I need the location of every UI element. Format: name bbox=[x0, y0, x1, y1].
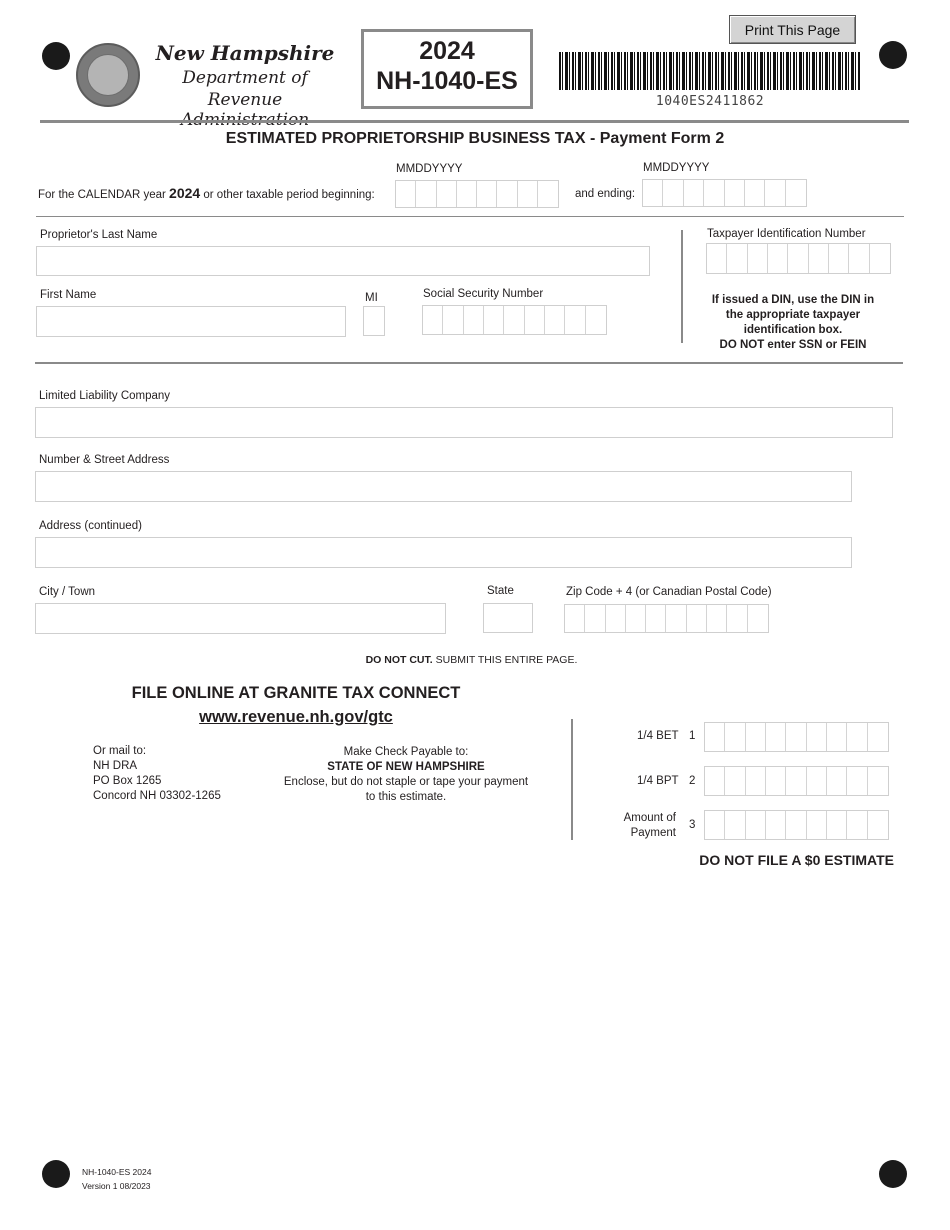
end-date-input[interactable] bbox=[642, 179, 807, 207]
bpt-label: 1/4 BPT bbox=[637, 775, 679, 787]
ssn-input[interactable] bbox=[422, 305, 607, 335]
mail-line-1: Or mail to: bbox=[93, 745, 147, 757]
middle-initial-input[interactable] bbox=[363, 306, 385, 336]
begin-date-input[interactable] bbox=[395, 180, 559, 208]
registration-mark-top-left bbox=[42, 42, 70, 70]
form-title: ESTIMATED PROPRIETORSHIP BUSINESS TAX - Payment Form 2 bbox=[225, 130, 725, 147]
mi-label: MI bbox=[365, 292, 378, 304]
din-note-line-1: If issued a DIN, use the DIN in bbox=[711, 294, 875, 306]
check-line-1: Make Check Payable to: bbox=[343, 746, 469, 758]
period-label bbox=[38, 185, 375, 201]
footer-info bbox=[82, 1165, 151, 1193]
line-3-number: 3 bbox=[689, 819, 696, 831]
do-not-cut-rest: SUBMIT THIS ENTIRE PAGE. bbox=[435, 654, 578, 666]
dept-name: New Hampshire bbox=[155, 41, 335, 65]
registration-mark-bottom-right bbox=[879, 1160, 907, 1188]
tin-input[interactable] bbox=[706, 243, 891, 274]
payment-divider bbox=[571, 719, 573, 840]
state-input[interactable] bbox=[483, 603, 533, 633]
registration-mark-top-right bbox=[879, 41, 907, 69]
ending-label: and ending: bbox=[575, 188, 636, 200]
footer-version: Version 1 08/2023 bbox=[82, 1181, 151, 1191]
form-id-box bbox=[361, 29, 533, 109]
footer-form-id: NH-1040-ES 2024 bbox=[82, 1167, 152, 1177]
barcode bbox=[559, 52, 861, 90]
payment-amount-label bbox=[606, 811, 676, 841]
do-not-cut-bold: DO NOT CUT. bbox=[365, 654, 433, 666]
din-note-line-4: DO NOT enter SSN or FEIN bbox=[719, 339, 867, 351]
state-seal-icon bbox=[76, 43, 140, 107]
din-note-line-2: the appropriate taxpayer bbox=[725, 309, 861, 321]
last-name-input[interactable] bbox=[36, 246, 650, 276]
zero-estimate-warning: DO NOT FILE A $0 ESTIMATE bbox=[699, 852, 894, 868]
mail-line-3: PO Box 1265 bbox=[93, 775, 162, 787]
period-suffix: or other taxable period beginning: bbox=[203, 189, 375, 201]
bpt-amount-input[interactable] bbox=[704, 766, 889, 796]
last-name-label: Proprietor's Last Name bbox=[40, 229, 158, 241]
gtc-link[interactable]: www.revenue.nh.gov/gtc bbox=[199, 708, 393, 726]
llc-label: Limited Liability Company bbox=[39, 390, 171, 402]
address-continued-input[interactable] bbox=[35, 537, 852, 568]
form-number: NH-1040-ES bbox=[376, 67, 518, 95]
begin-date-format: MMDDYYYY bbox=[396, 163, 463, 175]
file-online-heading: FILE ONLINE AT GRANITE TAX CONNECT bbox=[131, 684, 461, 702]
street-label: Number & Street Address bbox=[39, 454, 170, 466]
check-payee: STATE OF NEW HAMPSHIRE bbox=[327, 761, 485, 773]
zip-label: Zip Code + 4 (or Canadian Postal Code) bbox=[566, 586, 772, 598]
barcode-text: 1040ES2411862 bbox=[655, 94, 765, 109]
mail-line-2: NH DRA bbox=[93, 760, 138, 772]
din-note bbox=[690, 293, 896, 353]
zip-input[interactable] bbox=[564, 604, 769, 633]
street-address-input[interactable] bbox=[35, 471, 852, 502]
address-continued-label: Address (continued) bbox=[39, 520, 142, 532]
city-label: City / Town bbox=[39, 586, 96, 598]
tin-divider bbox=[681, 230, 683, 343]
tin-label: Taxpayer Identification Number bbox=[707, 228, 866, 240]
registration-mark-bottom-left bbox=[42, 1160, 70, 1188]
line-1-number: 1 bbox=[689, 730, 696, 742]
print-page-button[interactable]: Print This Page bbox=[729, 15, 856, 44]
llc-input[interactable] bbox=[35, 407, 893, 438]
payment-label-line-1: Amount of bbox=[623, 812, 676, 824]
city-input[interactable] bbox=[35, 603, 446, 634]
ssn-label: Social Security Number bbox=[423, 288, 544, 300]
form-year: 2024 bbox=[419, 37, 475, 65]
period-year: 2024 bbox=[169, 185, 201, 201]
first-name-input[interactable] bbox=[36, 306, 346, 337]
period-prefix: For the CALENDAR year bbox=[38, 189, 166, 201]
line-2-number: 2 bbox=[689, 775, 696, 787]
do-not-cut-notice bbox=[0, 654, 943, 666]
state-label: State bbox=[487, 585, 514, 597]
payment-label-line-2: Payment bbox=[630, 827, 676, 839]
mail-line-4: Concord NH 03302-1265 bbox=[93, 790, 221, 802]
header-divider bbox=[40, 120, 909, 123]
dept-subtitle-2: Revenue Administration bbox=[180, 90, 310, 130]
bet-label: 1/4 BET bbox=[637, 730, 679, 742]
first-name-label: First Name bbox=[40, 289, 97, 301]
check-instructions bbox=[266, 745, 546, 805]
name-section-divider bbox=[35, 362, 903, 364]
mail-address bbox=[93, 744, 221, 804]
din-note-line-3: identification box. bbox=[743, 324, 843, 336]
dept-subtitle: Department of bbox=[182, 68, 308, 88]
payment-amount-input[interactable] bbox=[704, 810, 889, 840]
period-divider bbox=[36, 216, 904, 217]
check-line-3: Enclose, but do not staple or tape your payment bbox=[283, 776, 529, 788]
bet-amount-input[interactable] bbox=[704, 722, 889, 752]
end-date-format: MMDDYYYY bbox=[643, 162, 710, 174]
check-line-4: to this estimate. bbox=[365, 791, 447, 803]
